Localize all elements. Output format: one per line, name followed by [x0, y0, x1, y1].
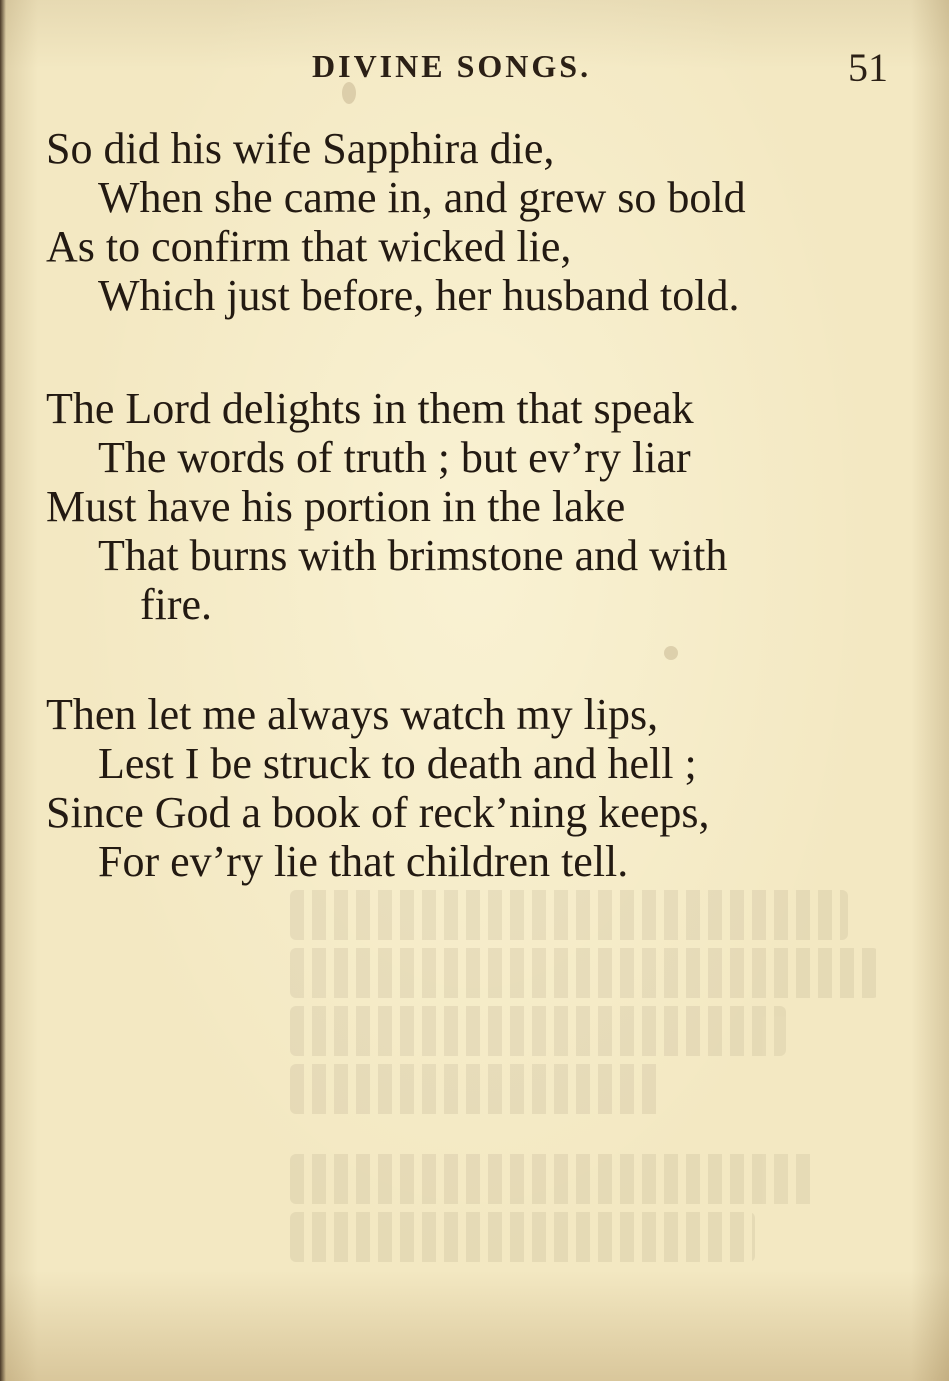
reverse-side-show-through: [290, 890, 910, 1290]
running-header: [0, 44, 949, 94]
verse-line: When she came in, and grew so bold: [98, 173, 746, 222]
verse-line: Must have his portion in the lake: [46, 482, 626, 531]
verse-line: The Lord delights in them that speak: [46, 384, 694, 433]
verse-line: Then let me always watch my lips,: [46, 690, 659, 739]
verse-line: The words of truth ; but ev’ry liar: [98, 433, 691, 482]
page-number: 51: [848, 45, 888, 90]
page-edge-shadow: [0, 0, 6, 1381]
verse-line: Which just before, her husband told.: [98, 271, 740, 320]
verse-line-runover: fire.: [140, 580, 213, 629]
verse-line: So did his wife Sapphira die,: [46, 124, 555, 173]
verse-line: That burns with brimstone and with: [98, 531, 728, 580]
verse-line: Since God a book of reck’ning keeps,: [46, 788, 710, 837]
running-title: DIVINE SONGS.: [312, 48, 592, 84]
verse-line: As to confirm that wicked lie,: [46, 222, 572, 271]
paper-stain: [664, 646, 678, 660]
verse-line: For ev’ry lie that children tell.: [98, 837, 629, 886]
verse-line: Lest I be struck to death and hell ;: [98, 739, 697, 788]
